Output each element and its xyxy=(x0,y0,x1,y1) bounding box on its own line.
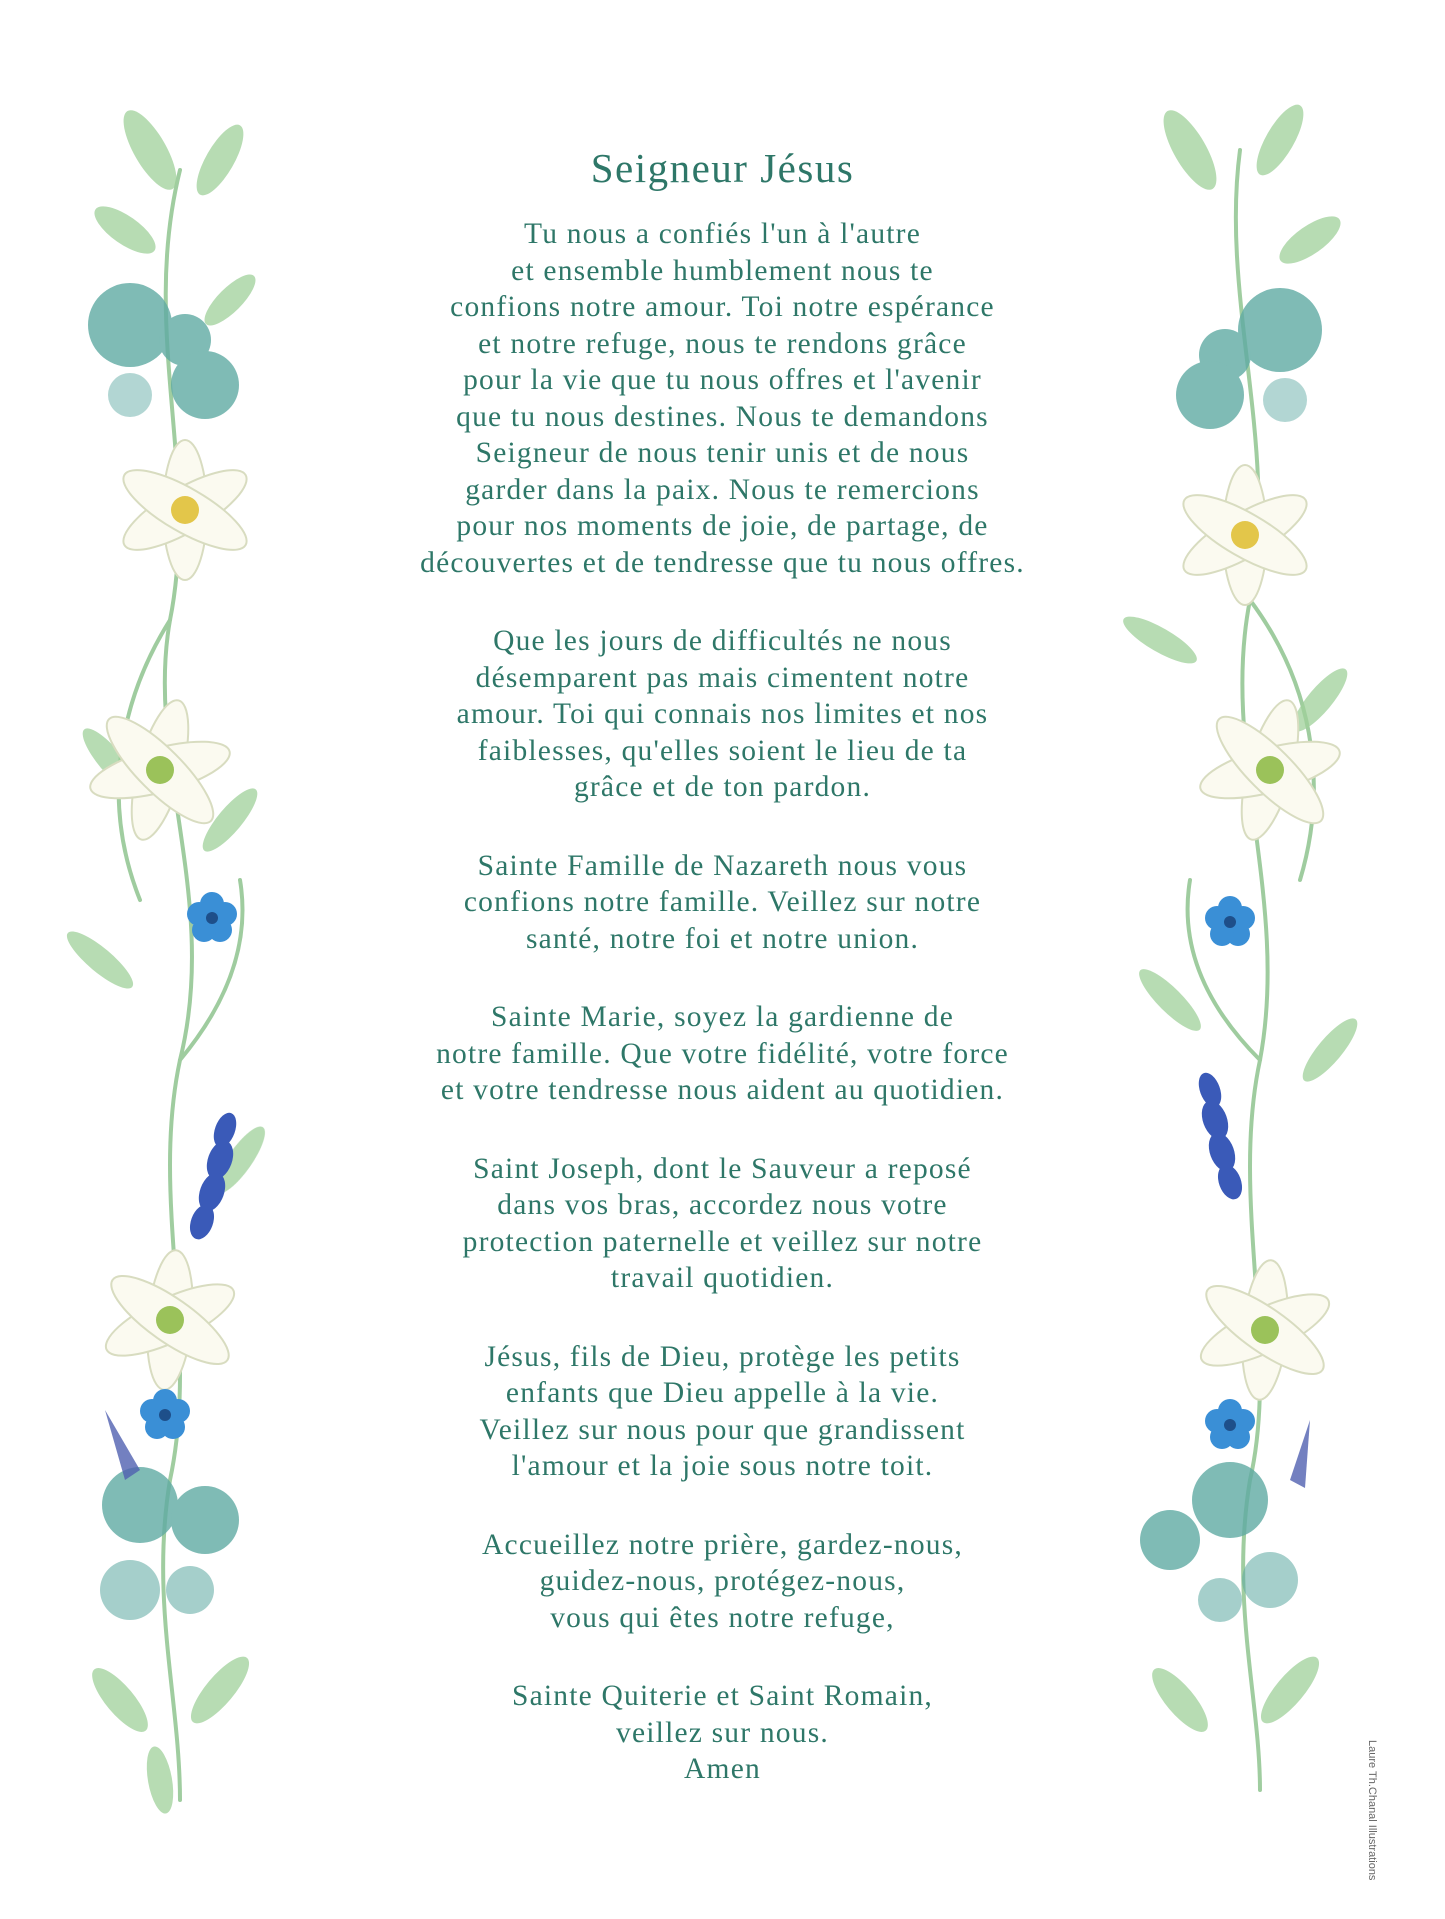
right-floral-border xyxy=(1080,0,1380,1919)
stanza-2 xyxy=(330,623,1115,806)
stanza-5 xyxy=(330,1151,1115,1297)
prayer-line: Jésus, fils de Dieu, protège les petits xyxy=(484,1340,961,1373)
prayer-line: amour. Toi qui connais nos limites et nos xyxy=(456,698,989,730)
prayer-line: désemparent pas mais cimentent notre xyxy=(475,661,970,694)
prayer-line: guidez-nous, protégez-nous, xyxy=(539,1565,906,1597)
stanza-1 xyxy=(330,216,1115,581)
prayer-line: confions notre famille. Veillez sur notre xyxy=(463,886,982,918)
prayer-line: Que les jours de difficultés ne nous xyxy=(493,625,952,657)
left-floral-border xyxy=(30,0,290,1919)
prayer-line: notre famille. Que votre fidélité, votre force xyxy=(436,1037,1009,1070)
prayer-line: Accueillez notre prière, gardez-nous, xyxy=(482,1528,963,1561)
prayer-line: et votre tendresse nous aident au quotidien. xyxy=(440,1074,1005,1106)
prayer-line: vous qui êtes notre refuge, xyxy=(550,1601,895,1634)
illustrator-credit: Laure Th.Chanal Illustrations xyxy=(1366,1740,1378,1881)
stanza-7 xyxy=(330,1527,1115,1637)
prayer-line: faiblesses, qu'elles soient le lieu de ta xyxy=(477,734,968,767)
prayer-line: et notre refuge, nous te rendons grâce xyxy=(478,327,967,360)
prayer-line: grâce et de ton pardon. xyxy=(573,771,872,803)
prayer-line: veillez sur nous. xyxy=(616,1716,829,1749)
prayer-line: l'amour et la joie sous notre toit. xyxy=(511,1450,934,1482)
prayer-line: santé, notre foi et notre union. xyxy=(525,922,920,955)
page-title: Seigneur Jésus xyxy=(590,145,855,191)
prayer-line: Sainte Famille de Nazareth nous vous xyxy=(477,849,968,882)
prayer-line: enfants que Dieu appelle à la vie. xyxy=(505,1377,940,1409)
prayer-line: Tu nous a confiés l'un à l'autre xyxy=(524,218,921,250)
prayer-line: et ensemble humblement nous te xyxy=(511,254,934,287)
prayer-line: pour la vie que tu nous offres et l'avenir xyxy=(463,364,982,396)
prayer-line: travail quotidien. xyxy=(610,1262,835,1294)
prayer-line: Saint Joseph, dont le Sauveur a reposé xyxy=(473,1152,972,1185)
prayer-line: Sainte Quiterie et Saint Romain, xyxy=(511,1680,933,1712)
prayer-line: découvertes et de tendresse que tu nous offres. xyxy=(420,546,1025,579)
stanza-3 xyxy=(330,848,1115,958)
prayer-line: garder dans la paix. Nous te remercions xyxy=(465,473,980,506)
stanza-8 xyxy=(330,1678,1115,1788)
prayer-line: protection paternelle et veillez sur notre xyxy=(462,1225,983,1258)
prayer-line: dans vos bras, accordez nous votre xyxy=(497,1189,948,1221)
stanza-4 xyxy=(330,999,1115,1109)
prayer-line: pour nos moments de joie, de partage, de xyxy=(456,510,989,542)
stanza-6 xyxy=(330,1339,1115,1485)
prayer-line: Sainte Marie, soyez la gardienne de xyxy=(490,1001,955,1033)
prayer-line: Seigneur de nous tenir unis et de nous xyxy=(475,437,970,469)
right-white-flowers xyxy=(1173,465,1345,1402)
prayer-text xyxy=(330,138,1115,1830)
prayer-line: que tu nous destines. Nous te demandons xyxy=(456,400,989,433)
prayer-line: confions notre amour. Toi notre espérance xyxy=(450,291,995,323)
prayer-line: Amen xyxy=(684,1753,761,1785)
prayer-line: Veillez sur nous pour que grandissent xyxy=(479,1413,966,1446)
